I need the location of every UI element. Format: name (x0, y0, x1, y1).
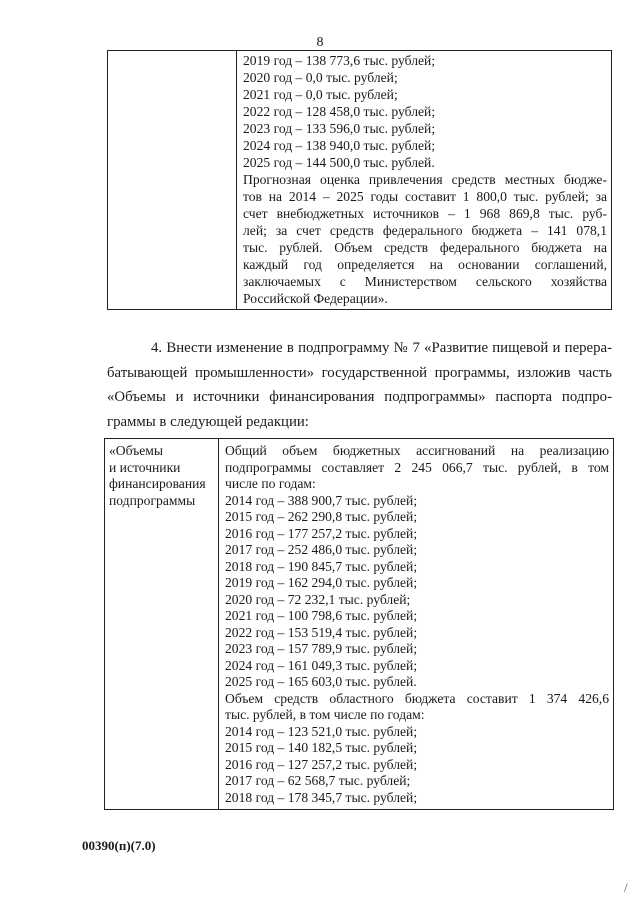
total-text-line: Общий объем бюджетных ассигнований на реализацию (225, 443, 609, 458)
forecast-text-line: тов на 2014 – 2025 годы составит 1 800,0 тыс. рублей; за (243, 189, 607, 204)
year-line: 2020 год – 0,0 тыс. рублей; (243, 70, 398, 85)
instruction-line: «Объемы и источники финансирования подпрограммы» паспорта подпро- (107, 389, 612, 405)
forecast-text-line: заключаемых с Министерством сельского хозяйства (243, 274, 607, 289)
label-line: «Объемы (109, 443, 163, 458)
regional-year-line: 2016 год – 127 257,2 тыс. рублей; (225, 756, 418, 772)
year-line: 2015 год – 262 290,8 тыс. рублей; (225, 509, 418, 524)
instruction-line: батывающей промышленности» государственной программы, изложив часть (107, 364, 612, 381)
regional-text-line: Объем средств областного бюджета составит 1 374 426,6 (225, 690, 609, 706)
year-line: 2025 год – 144 500,0 тыс. рублей. (243, 155, 435, 170)
funding-content-cell (219, 439, 614, 810)
forecast-text-line: Прогнозная оценка привлечения средств местных бюдже- (243, 172, 607, 187)
label-line: и источники (109, 459, 181, 475)
total-text-last-line: числе по годам: (225, 476, 316, 491)
regional-year-line: 2015 год – 140 182,5 тыс. рублей; (225, 740, 418, 755)
year-line: 2019 год – 162 294,0 тыс. рублей; (225, 575, 418, 590)
regional-year-line: 2017 год – 62 568,7 тыс. рублей; (225, 773, 411, 788)
continuation-label-cell (108, 51, 237, 310)
regional-year-line: 2014 год – 123 521,0 тыс. рублей; (225, 723, 418, 739)
year-line: 2023 год – 133 596,0 тыс. рублей; (243, 121, 436, 136)
year-line: 2023 год – 157 789,9 тыс. рублей; (225, 641, 418, 656)
year-line: 2019 год – 138 773,6 тыс. рублей; (243, 53, 436, 68)
label-line: финансирования (109, 476, 206, 491)
total-text-line: подпрограммы составляет 2 245 066,7 тыс. рублей, в том (225, 459, 609, 475)
continuation-content-cell (237, 51, 612, 310)
document-code: 00390(п)(7.0) (82, 838, 156, 853)
year-line: 2024 год – 138 940,0 тыс. рублей; (243, 138, 436, 153)
forecast-text-line: лей; за счет средств федерального бюджета – 141 078,1 (243, 223, 607, 238)
funding-label-cell (105, 439, 219, 810)
page-number: 8 (316, 35, 324, 50)
amendment-instruction (107, 336, 612, 434)
year-line: 2024 год – 161 049,3 тыс. рублей; (225, 657, 418, 673)
year-line: 2022 год – 128 458,0 тыс. рублей; (243, 104, 436, 119)
label-line: подпрограммы (109, 492, 196, 508)
regional-year-line: 2018 год – 178 345,7 тыс. рублей; (225, 789, 418, 805)
forecast-text-line: счет внебюджетных источников – 1 968 869,8 тыс. руб- (243, 206, 607, 221)
year-line: 2018 год – 190 845,7 тыс. рублей; (225, 558, 418, 574)
year-line: 2014 год – 388 900,7 тыс. рублей; (225, 492, 418, 508)
corner-mark: / (624, 880, 628, 895)
forecast-text-line: каждый год определяется на основании соглашений, (243, 257, 607, 272)
year-line: 2017 год – 252 486,0 тыс. рублей; (225, 542, 418, 557)
funding-table (104, 438, 614, 810)
forecast-text-line: тыс. рублей. Объем средств федерального бюджета на (243, 240, 607, 255)
year-line: 2016 год – 177 257,2 тыс. рублей; (225, 525, 418, 541)
regional-text-last-line: тыс. рублей, в том числе по годам: (225, 707, 425, 722)
continuation-table (107, 50, 612, 310)
forecast-text-last-line: Российской Федерации». (243, 291, 388, 306)
year-line: 2020 год – 72 232,1 тыс. рублей; (225, 591, 411, 607)
year-line: 2025 год – 165 603,0 тыс. рублей. (225, 674, 417, 689)
instruction-line: 4. Внести изменение в подпрограмму № 7 «Развитие пищевой и перера- (151, 340, 612, 356)
year-line: 2022 год – 153 519,4 тыс. рублей; (225, 624, 418, 640)
year-line: 2021 год – 100 798,6 тыс. рублей; (225, 608, 418, 623)
year-line: 2021 год – 0,0 тыс. рублей; (243, 87, 398, 102)
instruction-last-line: граммы в следующей редакции: (107, 413, 309, 430)
